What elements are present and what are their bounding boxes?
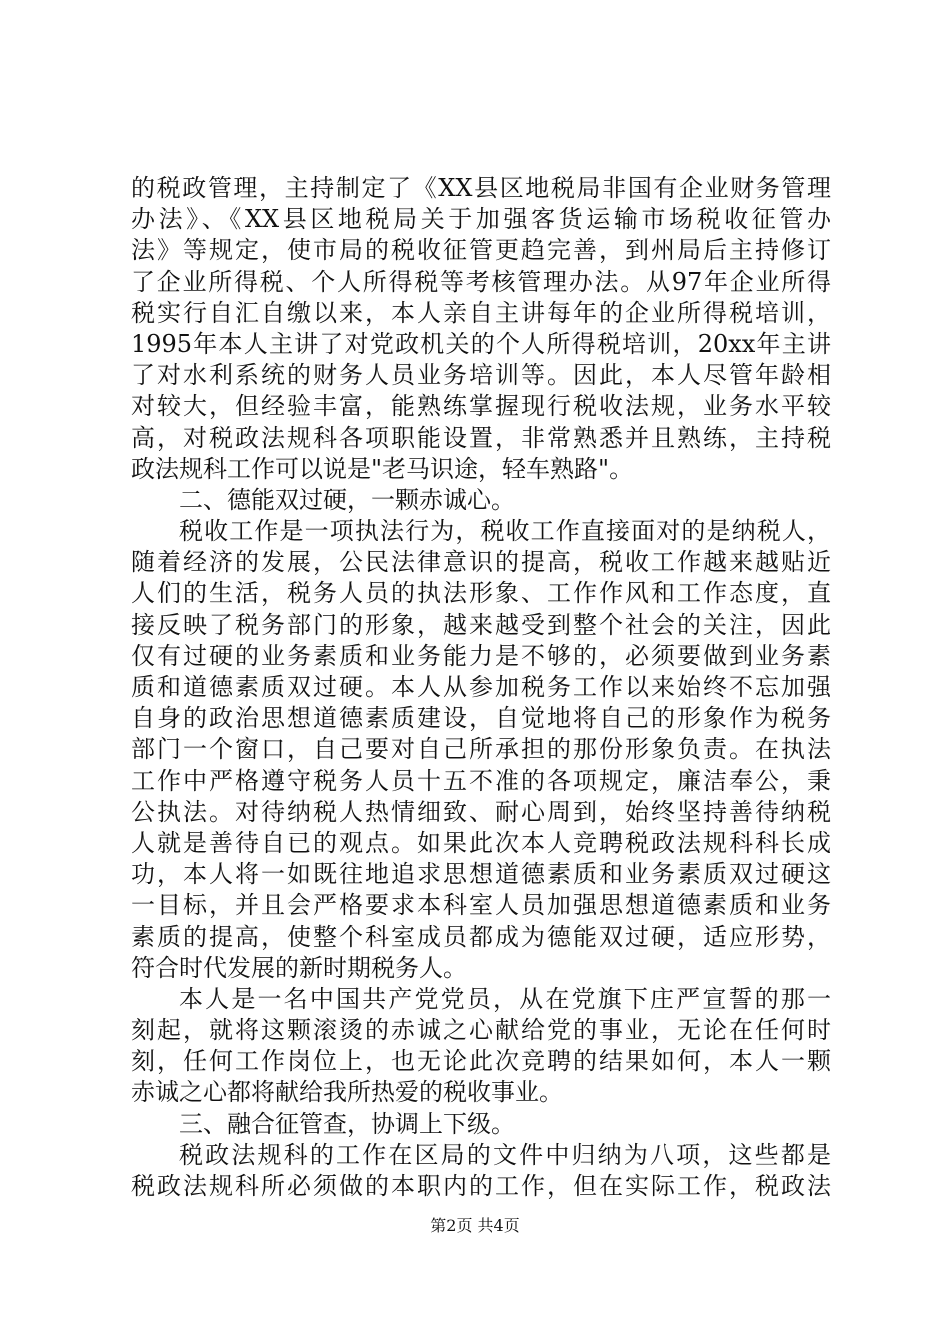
section-heading: 二、德能双过硬，一颗赤诚心。 xyxy=(179,485,515,514)
document-body xyxy=(131,173,831,1202)
text-line: 符合时代发展的新时期税务人。 xyxy=(131,953,467,982)
text-line: 仅有过硬的业务素质和业务能力是不够的，必须要做到业务素 xyxy=(131,641,831,670)
text-line: 部门一个窗口，自己要对自己所承担的那份形象负责。在执法 xyxy=(131,735,831,764)
text-line: 素质的提高，使整个科室成员都成为德能双过硬，适应形势， xyxy=(131,922,831,951)
text-line: 办法》、《XX县区地税局关于加强客货运输市场税收征管办 xyxy=(131,205,831,234)
text-line: 人们的生活，税务人员的执法形象、工作作风和工作态度，直 xyxy=(131,579,831,608)
text-line: 人就是善待自已的观点。如果此次本人竞聘税政法规科科长成 xyxy=(131,828,831,857)
text-line: 公执法。对待纳税人热情细致、耐心周到，始终坚持善待纳税 xyxy=(131,797,831,826)
page-number: 第2页 共4页 xyxy=(430,1216,520,1235)
text-line: 税收工作是一项执法行为，税收工作直接面对的是纳税人， xyxy=(179,517,831,546)
text-line: 政法规科工作可以说是"老马识途，轻车熟路"。 xyxy=(131,454,634,483)
text-line: 税政法规科的工作在区局的文件中归纳为八项，这些都是 xyxy=(179,1140,831,1169)
text-line: 对较大，但经验丰富，能熟练掌握现行税收法规，业务水平较 xyxy=(131,392,831,421)
text-line: 刻，任何工作岗位上，也无论此次竞聘的结果如何，本人一颗 xyxy=(131,1047,831,1076)
text-line: 刻起，就将这颗滚烫的赤诚之心献给党的事业，无论在任何时 xyxy=(131,1016,831,1045)
text-line: 高，对税政法规科各项职能设置，非常熟悉并且熟练，主持税 xyxy=(131,423,831,452)
text-line: 法》等规定，使市局的税收征管更趋完善，到州局后主持修订 xyxy=(131,236,831,265)
text-line: 赤诚之心都将献给我所热爱的税收事业。 xyxy=(131,1078,563,1107)
text-line: 质和道德素质双过硬。本人从参加税务工作以来始终不忘加强 xyxy=(131,673,831,701)
text-line: 了对水利系统的财务人员业务培训等。因此，本人尽管年龄相 xyxy=(131,361,831,390)
text-line: 随着经济的发展，公民法律意识的提高，税收工作越来越贴近 xyxy=(131,548,831,577)
text-line: 税实行自汇自缴以来，本人亲自主讲每年的企业所得税培训， xyxy=(131,298,831,327)
section-heading: 三、融合征管查，协调上下级。 xyxy=(179,1109,515,1138)
text-line: 自身的政治思想道德素质建设，自觉地将自己的形象作为税务 xyxy=(131,704,831,733)
text-line: 一目标，并且会严格要求本科室人员加强思想道德素质和业务 xyxy=(131,891,831,920)
text-line: 税政法规科所必须做的本职内的工作，但在实际工作，税政法 xyxy=(131,1172,831,1200)
text-line: 功，本人将一如既往地追求思想道德素质和业务素质双过硬这 xyxy=(131,860,831,889)
page-footer xyxy=(0,1216,950,1236)
text-line: 本人是一名中国共产党党员，从在党旗下庄严宣誓的那一 xyxy=(179,984,831,1013)
text-line: 1995年本人主讲了对党政机关的个人所得税培训，20xx年主讲 xyxy=(131,329,831,358)
text-line: 了企业所得税、个人所得税等考核管理办法。从97年企业所得 xyxy=(131,267,831,296)
text-line: 的税政管理，主持制定了《XX县区地税局非国有企业财务管理 xyxy=(131,174,831,202)
text-line: 工作中严格遵守税务人员十五不准的各项规定，廉洁奉公，秉 xyxy=(131,766,831,795)
text-line: 接反映了税务部门的形象，越来越受到整个社会的关注，因此 xyxy=(131,610,831,639)
